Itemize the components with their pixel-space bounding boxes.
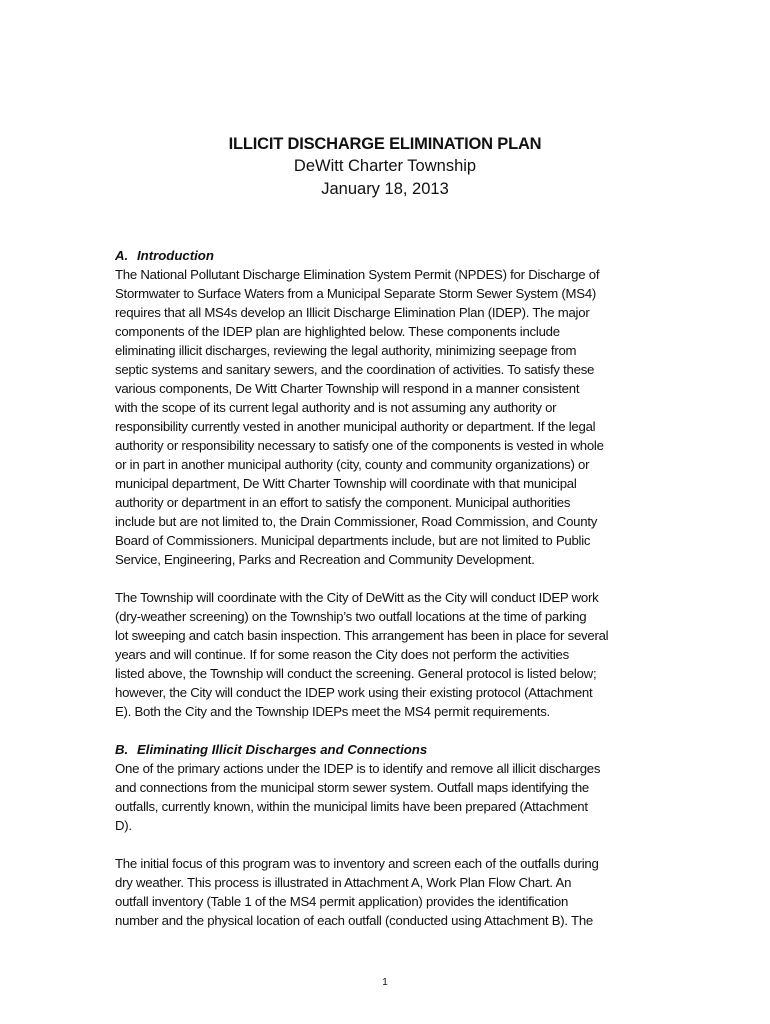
section-a-number: A. xyxy=(115,248,129,263)
paragraph-spacer xyxy=(115,721,660,740)
text-line: The Township will coordinate with the City of DeWitt as the City will conduct IDEP work xyxy=(115,590,599,605)
text-line: outfalls, currently known, within the municipal limits have been prepared (Attachment xyxy=(115,799,588,814)
document-header xyxy=(0,133,770,201)
paragraph xyxy=(115,588,660,721)
text-line: years and will continue. If for some reason the City does not perform the activities xyxy=(115,647,569,662)
text-line: various components, De Witt Charter Township will respond in a manner consistent xyxy=(115,381,580,396)
text-line: responsibility currently vested in another municipal authority or department. If the legal xyxy=(115,419,596,434)
document-subtitle: DeWitt Charter Township xyxy=(293,157,477,175)
text-line: Service, Engineering, Parks and Recreation and Community Development. xyxy=(115,552,535,567)
text-line: dry weather. This process is illustrated in Attachment A, Work Plan Flow Chart. An xyxy=(115,875,572,890)
text-line: or in part in another municipal authority (city, county and community organizations) or xyxy=(115,457,590,472)
text-line: Board of Commissioners. Municipal departments include, but are not limited to Public xyxy=(115,533,591,548)
text-line: components of the IDEP plan are highlighted below. These components include xyxy=(115,324,560,339)
text-line: listed above, the Township will conduct the screening. General protocol is listed below; xyxy=(115,666,597,681)
text-line: include but are not limited to, the Drain Commissioner, Road Commission, and County xyxy=(115,514,598,529)
section-b-heading xyxy=(115,740,660,759)
paragraph xyxy=(115,265,660,569)
section-b-number: B. xyxy=(115,742,129,757)
text-line: number and the physical location of each outfall (conducted using Attachment B). The xyxy=(115,913,593,928)
text-line: however, the City will conduct the IDEP work using their existing protocol (Attachment xyxy=(115,685,593,700)
paragraph xyxy=(115,854,660,930)
text-line: and connections from the municipal storm sewer system. Outfall maps identifying the xyxy=(115,780,590,795)
document-body xyxy=(115,246,660,930)
paragraph-spacer xyxy=(115,835,660,854)
text-line: outfall inventory (Table 1 of the MS4 permit application) provides the identification xyxy=(115,894,569,909)
text-line: authority or department in an effort to satisfy the component. Municipal authorities xyxy=(115,495,571,510)
text-line: Stormwater to Surface Waters from a Municipal Separate Storm Sewer System (MS4) xyxy=(115,286,597,301)
text-line: with the scope of its current legal authority and is not assuming any authority or xyxy=(115,400,557,415)
paragraph-spacer xyxy=(115,569,660,588)
text-line: septic systems and sanitary sewers, and the coordination of activities. To satisfy these xyxy=(115,362,595,377)
section-b-title: Eliminating Illicit Discharges and Connections xyxy=(137,742,428,757)
text-line: requires that all MS4s develop an Illicit Discharge Elimination Plan (IDEP). The major xyxy=(115,305,590,320)
text-line: The National Pollutant Discharge Elimination System Permit (NPDES) for Discharge of xyxy=(115,267,600,282)
document-date: January 18, 2013 xyxy=(321,180,449,198)
text-line: municipal department, De Witt Charter Township will coordinate with that municipal xyxy=(115,476,577,491)
document-title: ILLICIT DISCHARGE ELIMINATION PLAN xyxy=(228,135,542,153)
text-line: The initial focus of this program was to inventory and screen each of the outfalls during xyxy=(115,856,599,871)
text-line: One of the primary actions under the IDEP is to identify and remove all illicit discharges xyxy=(115,761,601,776)
section-a-heading xyxy=(115,246,660,265)
text-line: (dry-weather screening) on the Township’s two outfall locations at the time of parking xyxy=(115,609,587,624)
text-line: lot sweeping and catch basin inspection. This arrangement has been in place for several xyxy=(115,628,609,643)
text-line: E). Both the City and the Township IDEPs meet the MS4 permit requirements. xyxy=(115,704,550,719)
section-a-title: Introduction xyxy=(137,248,214,263)
text-line: eliminating illicit discharges, reviewing the legal authority, minimizing seepage from xyxy=(115,343,577,358)
text-line: authority or responsibility necessary to satisfy one of the components is vested in whole xyxy=(115,438,604,453)
page-number: 1 xyxy=(382,977,388,988)
paragraph xyxy=(115,759,660,835)
text-line: D). xyxy=(115,818,132,833)
